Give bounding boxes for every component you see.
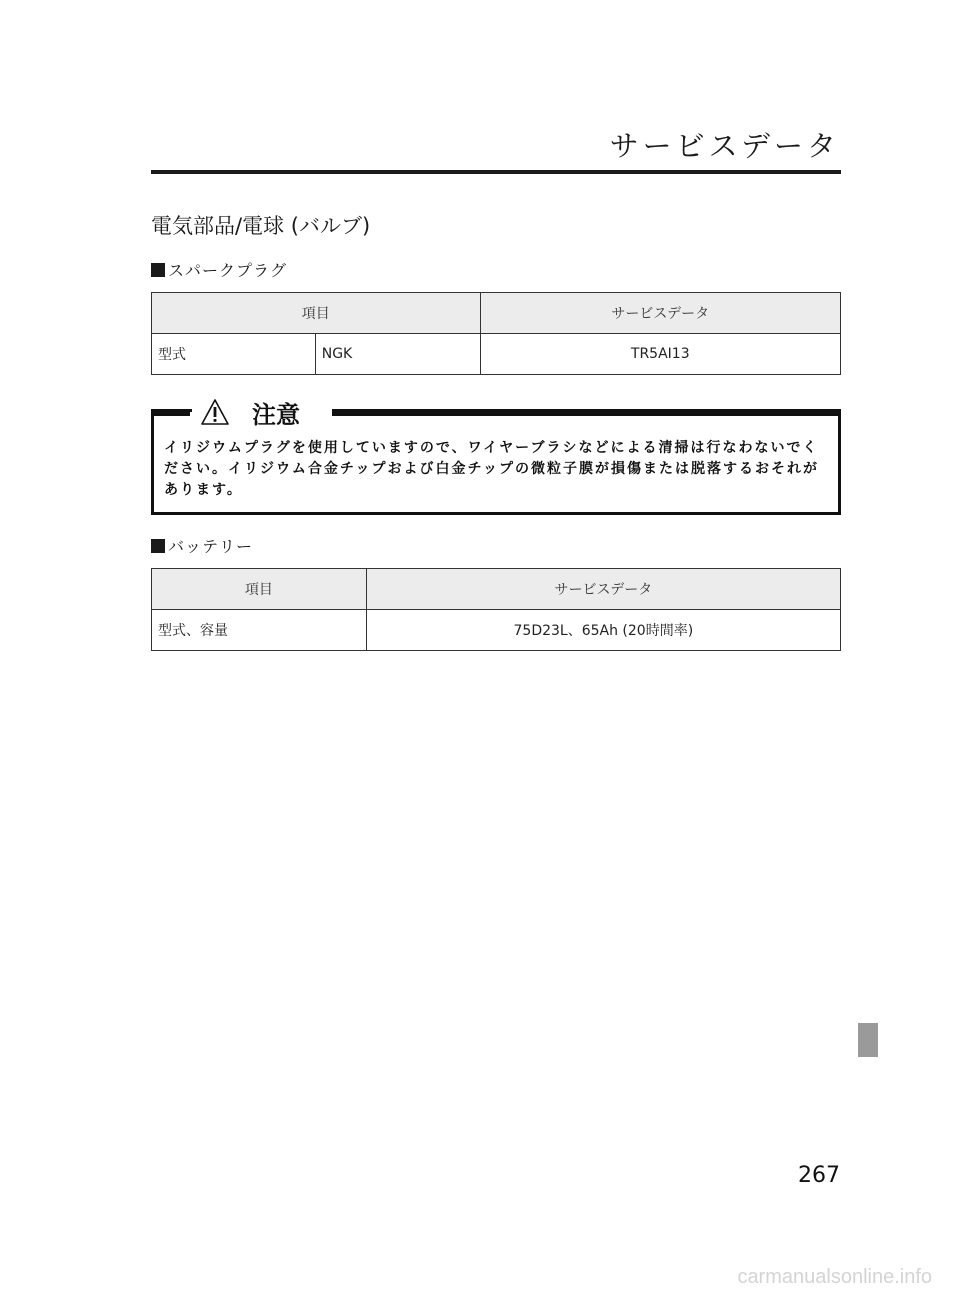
table-header-row	[152, 293, 841, 334]
caution-top-bar-right	[332, 409, 838, 416]
watermark: carmanualsonline.info	[737, 1266, 932, 1288]
column-header-service-data: サービスデータ	[366, 569, 840, 610]
chapter-tab-marker	[858, 1023, 878, 1057]
table-cell-item: 型式、容量	[152, 610, 367, 651]
table-row	[152, 334, 841, 375]
page-section-title: サービスデータ	[609, 129, 840, 163]
black-square-icon	[151, 539, 165, 553]
page-number: 267	[798, 1163, 840, 1188]
table-cell-value: TR5AI13	[480, 334, 841, 375]
section-heading: 電気部品/電球 (バルブ)	[151, 214, 371, 238]
column-header-item: 項目	[152, 293, 481, 334]
caution-title: 注意	[252, 401, 300, 429]
spark-plug-heading	[151, 258, 287, 281]
caution-top-bar-left	[154, 409, 190, 416]
table-row	[152, 610, 841, 651]
table-cell-maker: NGK	[315, 334, 480, 375]
column-header-item: 項目	[152, 569, 367, 610]
table-header-row	[152, 569, 841, 610]
battery-heading-label: バッテリー	[168, 537, 254, 556]
warning-triangle-icon	[200, 398, 230, 426]
column-header-service-data: サービスデータ	[480, 293, 841, 334]
spark-plug-heading-label: スパークプラグ	[168, 261, 288, 280]
table-cell-value: 75D23L、65Ah (20時間率)	[366, 610, 840, 651]
table-cell-item: 型式	[152, 334, 316, 375]
black-square-icon	[151, 263, 165, 277]
caution-text: イリジウムプラグを使用していますので、ワイヤーブラシなどによる清掃は行なわないでください。イリジウム合金チップおよび白金チップの微粒子膜が損傷または脱落するおそれがあります。	[164, 440, 820, 498]
caution-label	[192, 392, 332, 428]
caution-box	[151, 401, 841, 515]
battery-table	[151, 568, 841, 651]
battery-heading	[151, 534, 253, 557]
spark-plug-table	[151, 292, 841, 375]
header-divider	[151, 170, 841, 174]
